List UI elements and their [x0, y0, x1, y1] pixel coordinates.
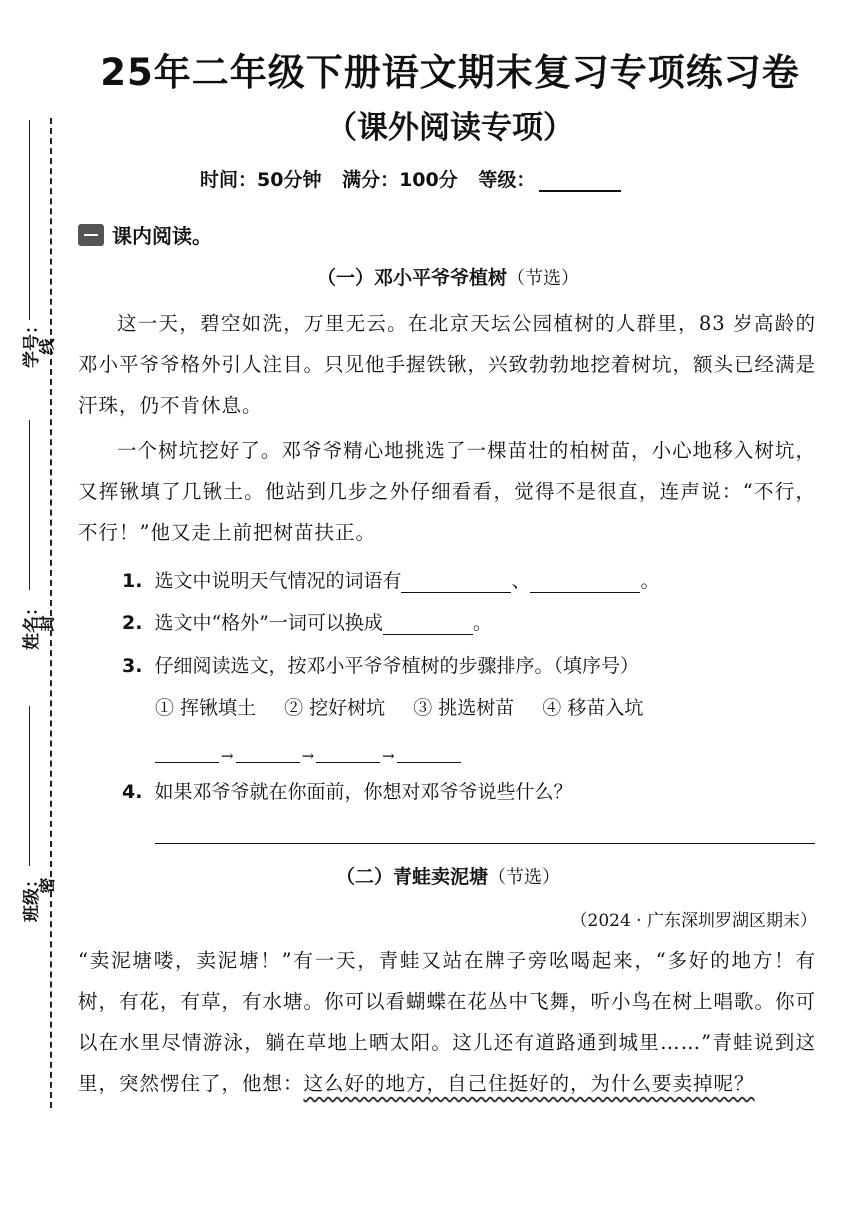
student-id-blank[interactable] — [29, 120, 30, 320]
question-2-end: 。 — [472, 612, 492, 634]
section-heading-text: 课内阅读。 — [112, 224, 212, 248]
question-1-end: 。 — [640, 570, 660, 592]
time-info: 时间：50分钟 — [200, 169, 322, 191]
mark-seal: 封 — [37, 615, 57, 632]
student-id-label: 学号： — [22, 317, 42, 368]
question-4-number: 4. — [122, 781, 143, 803]
grade-blank[interactable] — [539, 172, 621, 192]
passage2-title — [78, 862, 818, 889]
page-subtitle: （课外阅读专项） — [326, 110, 574, 146]
question-2 — [122, 608, 492, 635]
page-title: 25年二年级下册语文期末复习专项练习卷 — [100, 51, 800, 94]
sequence-blank-1[interactable] — [155, 744, 219, 763]
question-1 — [122, 566, 660, 593]
question-4-text: 如果邓爷爷就在你面前，你想对邓爷爷说些什么？ — [154, 781, 573, 803]
question-1-text: 选文中说明天气情况的词语有 — [154, 570, 402, 592]
question-3-text: 仔细阅读选文，按邓小平爷爷植树的步骤排序。（填序号） — [154, 655, 639, 677]
passage2-source: （2024 · 广东深圳罗湖区期末） — [570, 911, 817, 931]
grade-label: 等级： — [478, 169, 536, 191]
name-label: 姓名： — [22, 599, 42, 650]
passage1-title — [78, 263, 818, 290]
passage1-paragraph-1: 这一天，碧空如洗，万里无云。在北京天坛公园植树的人群里，83 岁高龄的邓小平爷爷格外引人注目。只见他手握铁锹，兴致勃勃地挖着树坑，额头已经满是汗珠，仍不肯休息。 — [78, 312, 817, 417]
question-1-blank-a[interactable] — [401, 574, 511, 593]
name-blank[interactable] — [29, 420, 30, 590]
exam-meta — [200, 165, 635, 192]
question-4 — [122, 777, 572, 804]
sequence-blank-2[interactable] — [236, 744, 300, 763]
class-label: 班级： — [22, 871, 42, 922]
arrow-icon: → — [221, 747, 234, 765]
question-1-blank-b[interactable] — [530, 574, 640, 593]
option-2: ② 挖好树坑 — [284, 697, 386, 719]
option-3: ③ 挑选树苗 — [413, 697, 515, 719]
question-1-separator: 、 — [511, 570, 531, 592]
passage2-title-note: （节选） — [488, 867, 560, 888]
passage1-title-text: （一）邓小平爷爷植树 — [316, 267, 507, 289]
question-3 — [122, 651, 639, 678]
passage1-title-note: （节选） — [507, 268, 579, 289]
question-2-text: 选文中“格外”一词可以换成 — [154, 612, 383, 634]
passage2-title-text: （二）青蛙卖泥塘 — [335, 866, 488, 888]
score-info: 满分：100分 — [342, 169, 458, 191]
passage1-paragraph-2: 一个树坑挖好了。邓爷爷精心地挑选了一棵苗壮的柏树苗，小心地移入树坑，又挥锹填了几锹土。他站到几步之外仔细看看，觉得不是很直，连声说：“不行，不行！”他又走上前把树苗扶正。 — [78, 439, 816, 544]
question-2-blank[interactable] — [383, 616, 473, 635]
option-4: ④ 移苗入坑 — [542, 697, 644, 719]
mark-line: 线 — [37, 338, 57, 355]
class-blank[interactable] — [29, 706, 30, 866]
arrow-icon: → — [301, 747, 315, 765]
question-3-number: 3. — [122, 655, 143, 677]
passage2-underlined-sentence: 这么好的地方，自己住挺好的，为什么要卖掉呢？ — [303, 1072, 755, 1095]
question-1-number: 1. — [122, 570, 143, 592]
section-heading — [78, 220, 212, 249]
question-3-sequence — [155, 744, 461, 763]
arrow-icon: → — [382, 747, 395, 765]
section-number-icon — [78, 224, 104, 246]
sequence-blank-3[interactable] — [316, 744, 380, 763]
option-1: ① 挥锹填土 — [155, 697, 257, 719]
question-2-number: 2. — [122, 612, 143, 634]
question-4-answer-line[interactable] — [155, 843, 815, 844]
passage2-text: “卖泥塘喽，卖泥塘！”有一天，青蛙又站在牌子旁吆喝起来，“多好的地方！有树，有花，有草，有水塘。你可以看蝴蝶在花丛中飞舞，听小鸟在树上唱歌。你可以在水里尽情游泳，躺在草地上晒太阳。这儿还有道路通到城里……”青蛙说到这里，突然愣住了，他想： — [78, 949, 817, 1095]
passage2-paragraph — [78, 940, 816, 1104]
sequence-blank-4[interactable] — [397, 744, 461, 763]
question-3-options — [155, 693, 665, 720]
mark-secret: 密 — [37, 877, 57, 894]
